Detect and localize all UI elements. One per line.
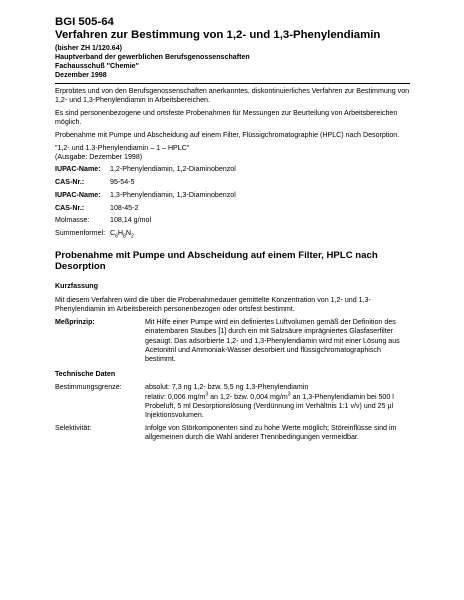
document-title: Verfahren zur Bestimmung von 1,2- und 1,3-Phenylendiamin	[55, 29, 381, 41]
method-edition: (Ausgabe: Dezember 1998)	[55, 152, 143, 161]
table-row	[55, 318, 410, 368]
meta-line: Hauptverband der gewerblichen Berufsgenossenschaften	[55, 53, 250, 61]
messprinzip-label: Meßprinzip:	[55, 318, 95, 327]
technische-daten-heading: Technische Daten	[55, 370, 116, 379]
cas-number-label: CAS-Nr.:	[55, 178, 85, 187]
meta-line: Dezember 1998	[55, 71, 107, 79]
table-row	[55, 383, 410, 424]
document-number: BGI 505-64	[55, 16, 114, 28]
table-row	[55, 216, 236, 229]
grenze-absolut: absolut: 7,3 ng 1,2- bzw. 5,5 ng 1,3-Phenylendiamin	[145, 383, 309, 392]
technical-data-table	[55, 383, 410, 446]
method-principle-table	[55, 318, 410, 368]
iupac-name-value: 1,3-Phenylendiamin, 1,3-Diaminobenzol	[110, 190, 236, 199]
table-row	[55, 424, 410, 446]
molar-mass-value: 108,14 g/mol	[110, 216, 152, 225]
intro-paragraph: Erprobtes und von den Berufsgenossenschaften anerkanntes, diskontinuierliches Verfahren zur Bestimmung von 1,2- und 1,3-Phenylendiamin in Arbeitsbereichen.	[55, 87, 410, 105]
section-title: Probenahme mit Pumpe und Abscheidung auf einem Filter, HPLC nach Desorption	[55, 249, 378, 273]
grenze-text: an 1,3-Phenylendiamin bei 500 l Probeluft, 5 ml Desorptionslösung (Verdünnung im Verhältnis 1:1 v/v) und 25 µl Injektionsvolumen.	[145, 392, 394, 420]
formula-element: H	[117, 228, 124, 237]
document-page	[55, 16, 410, 447]
document-header	[55, 16, 410, 84]
formula-count: 8	[123, 233, 126, 240]
selektivitaet-label: Selektivität:	[55, 424, 92, 433]
intro-section	[55, 87, 410, 162]
cas-number-value: 95-54-5	[110, 178, 135, 187]
iupac-name-label: IUPAC-Name:	[55, 165, 101, 174]
superscript: 3	[205, 391, 209, 398]
table-row	[55, 191, 236, 204]
grenze-text: an 1,2- bzw. 0,004 mg/m	[208, 392, 288, 401]
document-meta	[55, 44, 410, 80]
table-row	[55, 229, 236, 242]
formula-count: 6	[115, 233, 118, 240]
messprinzip-value: Mit Hilfe einer Pumpe wird ein definiertes Luftvolumen gemäß der Definition des einatembaren Staubes [1] durch ein mit Salzsäure imprägniertes Glasfaserfilter gesaugt. Das adsorbierte 1,2- und 1,3-Phenylendiamin wird mit einer Lösung aus Acetonitril und Ammoniak-Wasser desorbiert und flüssigchromatographisch bestimmt.	[145, 318, 400, 364]
formula-count: 2	[130, 233, 134, 240]
cas-number-label: CAS-Nr.:	[55, 203, 85, 212]
grenze-relativ	[145, 393, 410, 421]
iupac-name-value: 1,2-Phenylendiamin, 1,2-Diaminobenzol	[110, 165, 236, 174]
selektivitaet-value: Infolge von Störkomponenten sind zu hohe Werte möglich; Störeinflüsse sind im allgemeinen durch die Wahl anderer Trennbedingungen vermeidbar.	[145, 424, 397, 442]
substance-identity-table	[55, 165, 236, 241]
intro-paragraph: Probenahme mit Pumpe und Abscheidung auf einem Filter, Flüssigchromatographie (HPLC) nach Desorption.	[55, 130, 400, 139]
formula-element: N	[125, 228, 131, 237]
grenze-text: relativ: 0,006 mg/m	[145, 392, 206, 401]
iupac-name-label: IUPAC-Name:	[55, 190, 101, 199]
formula-label: Summenformel:	[55, 228, 106, 237]
formula-value	[110, 229, 236, 242]
table-row	[55, 178, 236, 191]
bestimmungsgrenze-value	[145, 383, 410, 424]
formula-element: C	[110, 228, 116, 237]
table-row	[55, 165, 236, 178]
intro-paragraph: Es sind personenbezogene und ortsfeste Probenahmen für Messungen zur Beurteilung von Arbeitsbereichen möglich.	[55, 108, 398, 127]
meta-line: Fachausschuß "Chemie"	[55, 62, 139, 70]
cas-number-value: 108-45-2	[110, 203, 139, 212]
kurzfassung-heading: Kurzfassung	[55, 281, 98, 290]
meta-line: (bisher ZH 1/120.64)	[55, 44, 123, 52]
table-row	[55, 204, 236, 217]
superscript: 3	[287, 391, 291, 398]
molar-mass-label: Molmasse:	[55, 216, 90, 225]
bestimmungsgrenze-label: Bestimmungsgrenze:	[55, 383, 122, 392]
kurzfassung-text: Mit diesem Verfahren wird die über die Probenahmedauer gemittelte Konzentration von 1,2- und 1,3-Phenylendiamin im Arbeitsbereich personenbezogen oder ortsfest bestimmt.	[55, 295, 371, 314]
method-name: "1,2- und 1.3-Phenylendiamin – 1 – HPLC"	[55, 143, 190, 152]
